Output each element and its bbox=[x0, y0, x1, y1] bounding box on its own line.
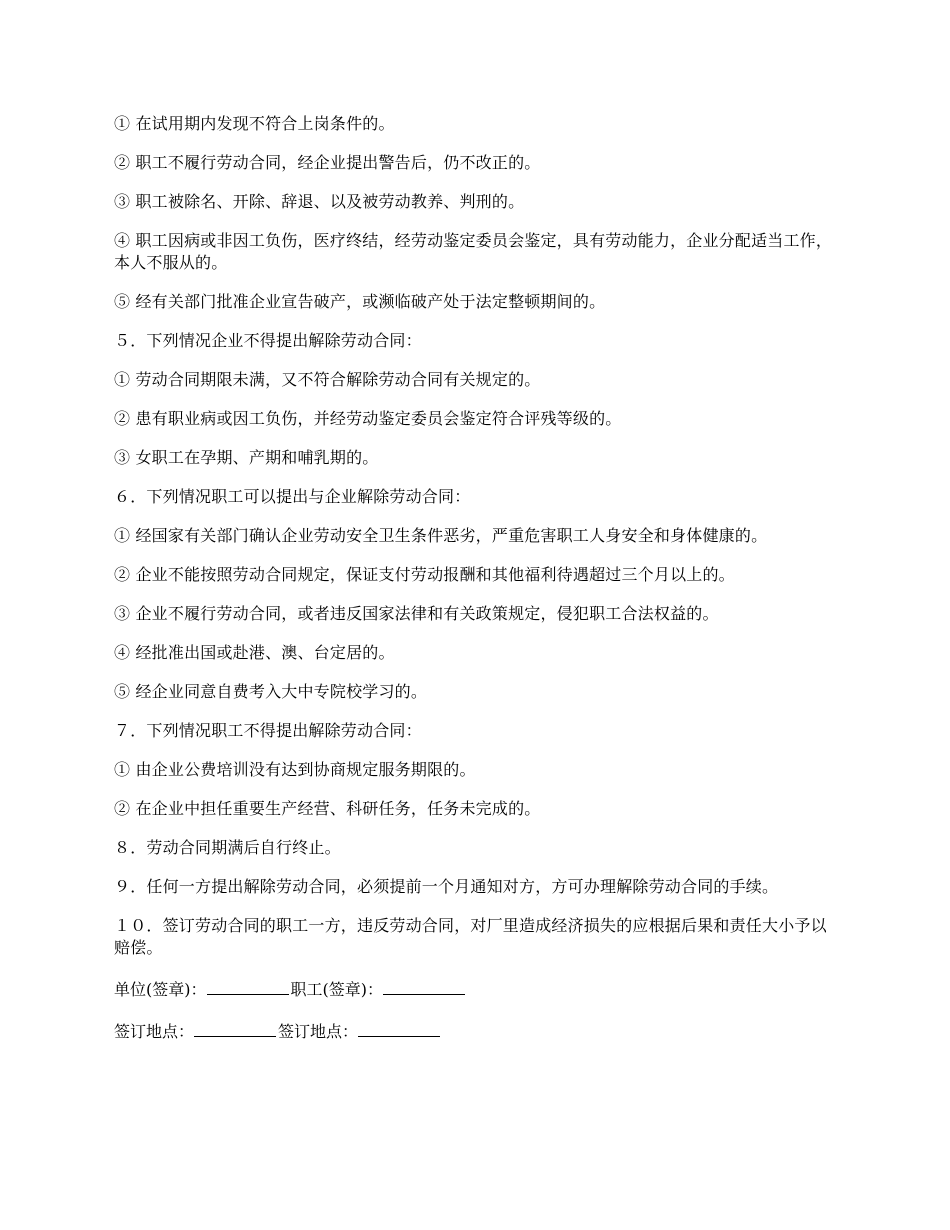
section-7-heading: ７．下列情况职工不得提出解除劳动合同： bbox=[114, 721, 422, 740]
signing-place-blank-2 bbox=[358, 1018, 440, 1037]
section-5-item-2: ② 患有职业病或因工负伤，并经劳动鉴定委员会鉴定符合评残等级的。 bbox=[114, 409, 622, 428]
signing-place-row bbox=[114, 1018, 838, 1043]
clause-item-3: ③ 职工被除名、开除、辞退、以及被劳动教养、判刑的。 bbox=[114, 192, 525, 211]
clause-item-4: ④ 职工因病或非因工负伤，医疗终结，经劳动鉴定委员会鉴定，具有劳动能力，企业分配适当工作，本人不服从的。 bbox=[114, 231, 833, 272]
section-8: ８．劳动合同期满后自行终止。 bbox=[114, 838, 341, 857]
section-7-item-1: ① 由企业公费培训没有达到协商规定服务期限的。 bbox=[114, 760, 476, 779]
section-6-item-2: ② 企业不能按照劳动合同规定，保证支付劳动报酬和其他福利待遇超过三个月以上的。 bbox=[114, 565, 735, 584]
section-6-heading: ６．下列情况职工可以提出与企业解除劳动合同： bbox=[114, 487, 471, 506]
clause-item-1: ① 在试用期内发现不符合上岗条件的。 bbox=[114, 114, 395, 133]
section-7-item-2: ② 在企业中担任重要生产经营、科研任务，任务未完成的。 bbox=[114, 799, 541, 818]
section-5-item-1: ① 劳动合同期限未满，又不符合解除劳动合同有关规定的。 bbox=[114, 370, 541, 389]
section-6-item-5: ⑤ 经企业同意自费考入大中专院校学习的。 bbox=[114, 682, 428, 701]
worker-signature-blank bbox=[383, 976, 465, 995]
worker-signature-label: 职工(签章)： bbox=[290, 980, 383, 999]
signing-place-label-1: 签订地点： bbox=[114, 1022, 195, 1041]
clause-item-2: ② 职工不履行劳动合同，经企业提出警告后，仍不改正的。 bbox=[114, 153, 541, 172]
section-5-item-3: ③ 女职工在孕期、产期和哺乳期的。 bbox=[114, 448, 379, 467]
clause-item-5: ⑤ 经有关部门批准企业宣告破产，或濒临破产处于法定整顿期间的。 bbox=[114, 292, 606, 311]
signing-place-label-2: 签订地点： bbox=[278, 1022, 359, 1041]
section-6-item-1: ① 经国家有关部门确认企业劳动安全卫生条件恶劣，严重危害职工人身安全和身体健康的。 bbox=[114, 526, 768, 545]
signature-row bbox=[114, 976, 838, 1001]
signing-place-blank-1 bbox=[194, 1018, 276, 1037]
unit-signature-blank bbox=[207, 976, 289, 995]
section-10: １０．签订劳动合同的职工一方，违反劳动合同，对厂里造成经济损失的应根据后果和责任大小予以赔偿。 bbox=[114, 916, 827, 957]
section-9: ９．任何一方提出解除劳动合同，必须提前一个月通知对方，方可办理解除劳动合同的手续。 bbox=[114, 877, 779, 896]
unit-signature-label: 单位(签章)： bbox=[114, 980, 207, 999]
document-body bbox=[114, 113, 838, 1060]
section-5-heading: ５．下列情况企业不得提出解除劳动合同： bbox=[114, 331, 422, 350]
section-6-item-4: ④ 经批准出国或赴港、澳、台定居的。 bbox=[114, 643, 395, 662]
section-6-item-3: ③ 企业不履行劳动合同，或者违反国家法律和有关政策规定，侵犯职工合法权益的。 bbox=[114, 604, 719, 623]
